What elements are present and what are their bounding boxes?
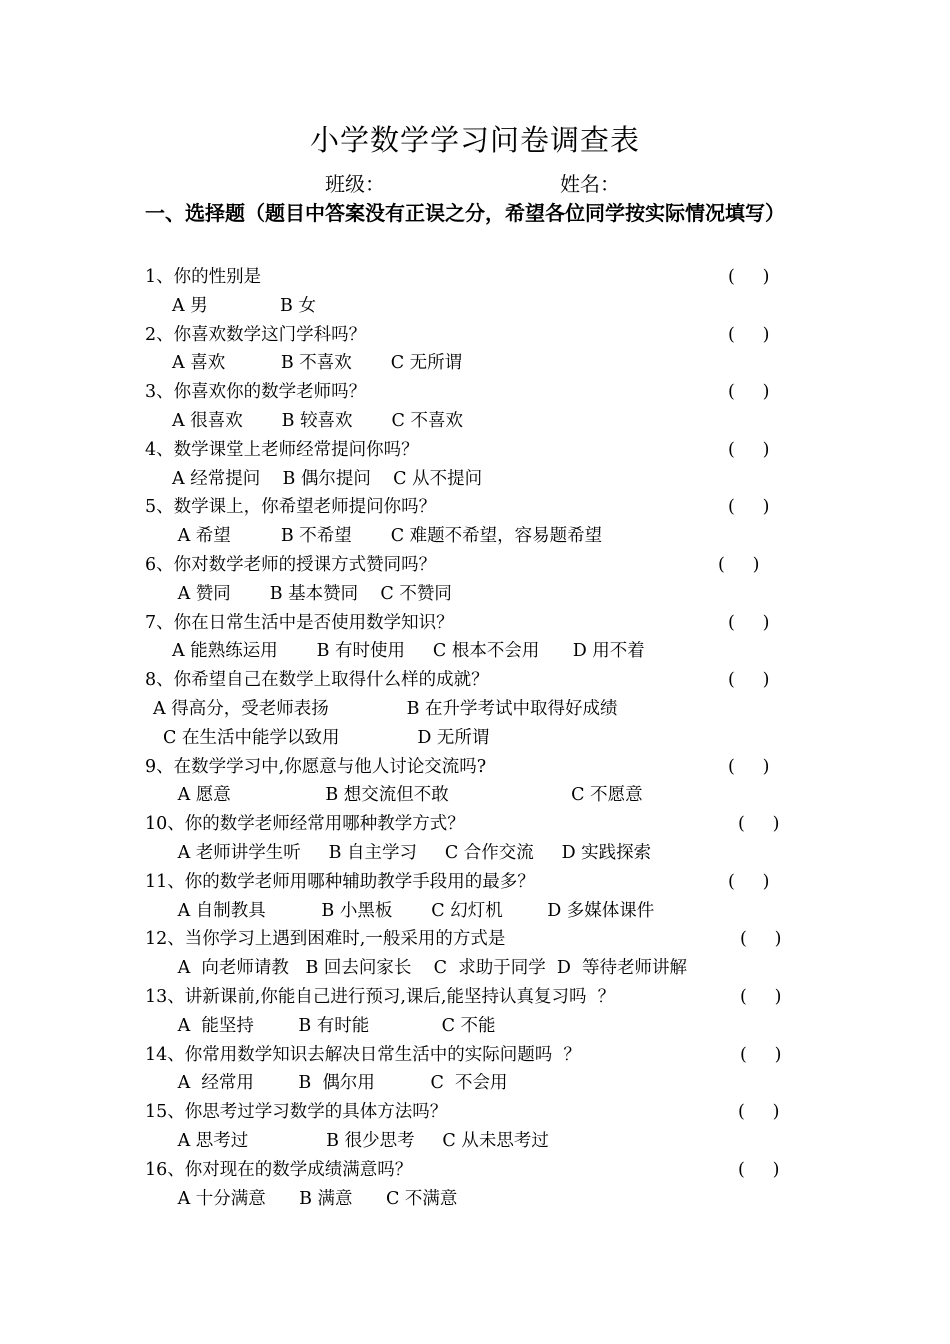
- answer-paren[interactable]: ( ): [728, 440, 770, 460]
- option-line: A 自制教具 B 小黑板 C 幻灯机 D 多媒体课件: [172, 901, 655, 921]
- option-line: A 男 B 女: [172, 296, 316, 316]
- question-text: 12、当你学习上遇到困难时,一般采用的方式是: [145, 929, 506, 949]
- option-line: A 经常用 B 偶尔用 C 不会用: [172, 1073, 508, 1093]
- section-title: 一、选择题（题目中答案没有正误之分，希望各位同学按实际情况填写）: [145, 201, 785, 225]
- answer-paren[interactable]: ( ): [740, 929, 782, 949]
- page-title: 小学数学学习问卷调查表: [309, 123, 640, 157]
- option-line: A 十分满意 B 满意 C 不满意: [172, 1189, 458, 1209]
- question-text: 6、你对数学老师的授课方式赞同吗？: [145, 555, 437, 575]
- answer-paren[interactable]: ( ): [738, 1102, 780, 1122]
- question-text: 2、你喜欢数学这门学科吗？: [145, 325, 367, 345]
- answer-paren[interactable]: ( ): [728, 670, 770, 690]
- option-line: A 得高分，受老师表扬 B 在升学考试中取得好成绩: [153, 699, 618, 719]
- option-line: A 老师讲学生听 B 自主学习 C 合作交流 D 实践探索: [172, 843, 652, 863]
- option-line: A 希望 B 不希望 C 难题不希望，容易题希望: [172, 526, 603, 546]
- question-text: 5、数学课上，你希望老师提问你吗？: [145, 497, 437, 517]
- question-text: 15、你思考过学习数学的具体方法吗？: [145, 1102, 448, 1122]
- option-line: A 很喜欢 B 较喜欢 C 不喜欢: [172, 411, 463, 431]
- question-text: 4、数学课堂上老师经常提问你吗？: [145, 440, 419, 460]
- option-line: A 赞同 B 基本赞同 C 不赞同: [172, 584, 452, 604]
- answer-paren[interactable]: ( ): [740, 1045, 782, 1065]
- answer-paren[interactable]: ( ): [728, 613, 770, 633]
- question-text: 16、你对现在的数学成绩满意吗？: [145, 1160, 413, 1180]
- option-line: A 向老师请教 B 回去问家长 C 求助于同学 D 等待老师讲解: [172, 958, 687, 978]
- answer-paren[interactable]: ( ): [728, 757, 770, 777]
- answer-paren[interactable]: ( ): [718, 555, 760, 575]
- option-line: C 在生活中能学以致用 D 无所谓: [163, 728, 490, 748]
- question-text: 9、在数学学习中,你愿意与他人讨论交流吗?: [145, 757, 487, 777]
- answer-paren[interactable]: ( ): [728, 267, 770, 287]
- answer-paren[interactable]: ( ): [728, 497, 770, 517]
- question-text: 13、讲新课前,你能自己进行预习,课后,能坚持认真复习吗 ？: [145, 987, 616, 1007]
- question-text: 8、你希望自己在数学上取得什么样的成就？: [145, 670, 489, 690]
- option-line: A 能熟练运用 B 有时使用 C 根本不会用 D 用不着: [172, 641, 645, 661]
- option-line: A 愿意 B 想交流但不敢 C 不愿意: [172, 785, 643, 805]
- option-line: A 经常提问 B 偶尔提问 C 从不提问: [172, 469, 483, 489]
- option-line: A 能坚持 B 有时能 C 不能: [172, 1016, 496, 1036]
- option-line: A 思考过 B 很少思考 C 从未思考过: [172, 1131, 549, 1151]
- answer-paren[interactable]: ( ): [738, 1160, 780, 1180]
- option-line: A 喜欢 B 不喜欢 C 无所谓: [172, 353, 463, 373]
- name-label: 姓名：: [560, 172, 620, 196]
- answer-paren[interactable]: ( ): [728, 325, 770, 345]
- question-text: 7、你在日常生活中是否使用数学知识？: [145, 613, 454, 633]
- question-text: 14、你常用数学知识去解决日常生活中的实际问题吗 ？: [145, 1045, 581, 1065]
- question-text: 3、你喜欢你的数学老师吗？: [145, 382, 367, 402]
- question-text: 1、你的性别是: [145, 267, 262, 287]
- answer-paren[interactable]: ( ): [740, 987, 782, 1007]
- answer-paren[interactable]: ( ): [728, 382, 770, 402]
- question-text: 11、你的数学老师用哪种辅助教学手段用的最多？: [145, 872, 535, 892]
- answer-paren[interactable]: ( ): [728, 872, 770, 892]
- answer-paren[interactable]: ( ): [738, 814, 780, 834]
- class-label: 班级：: [325, 172, 385, 196]
- question-text: 10、你的数学老师经常用哪种教学方式？: [145, 814, 465, 834]
